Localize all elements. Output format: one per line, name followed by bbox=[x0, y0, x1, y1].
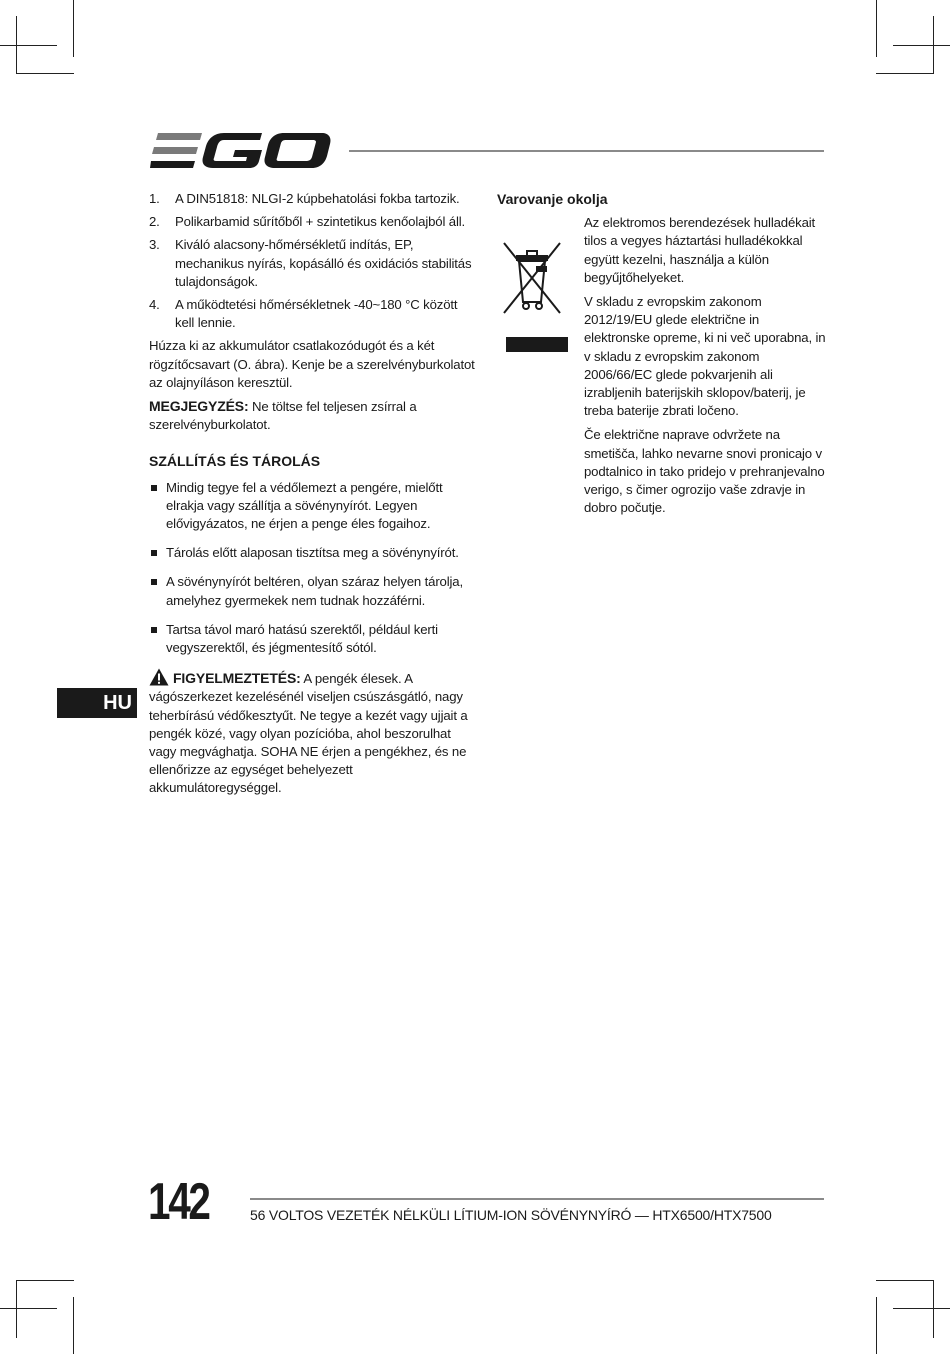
list-item: 2. Polikarbamid sűrítőből + szintetikus kenőolajból áll. bbox=[149, 214, 466, 230]
list-item: Tárolás előtt alaposan tisztítsa meg a sövénynyírót. bbox=[149, 544, 479, 562]
crop-mark bbox=[876, 1280, 934, 1281]
square-bullet-icon bbox=[151, 485, 157, 491]
list-item: Mindig tegye fel a védőlemezt a pengére, mielőtt elrakja vagy szállítja a sövénynyírót. Legyen elővigyázatos, ne érjen a penge éles fogaihoz. bbox=[149, 479, 479, 534]
page-number: 142 bbox=[148, 1173, 209, 1231]
environment-heading: Varovanje okolja bbox=[497, 191, 608, 207]
square-bullet-icon bbox=[151, 550, 157, 556]
environment-paragraph: Az elektromos berendezések hulladékait tilos a vegyes háztartási hulladékokkal együtt kezelni, használja a külön begyűjtőhelyeket. bbox=[584, 215, 816, 285]
crop-mark bbox=[16, 1280, 74, 1281]
weee-bar bbox=[506, 337, 568, 352]
crop-mark bbox=[16, 73, 74, 74]
crop-mark bbox=[16, 16, 17, 74]
crop-mark bbox=[893, 1308, 950, 1309]
left-column bbox=[149, 190, 479, 803]
list-item: 1. A DIN51818: NLGI-2 kúpbehatolási fokba tartozik. bbox=[149, 191, 460, 206]
storage-list bbox=[149, 479, 479, 658]
crossed-out-bin-icon bbox=[501, 240, 563, 316]
crop-mark bbox=[876, 0, 877, 57]
square-bullet-icon bbox=[151, 627, 157, 633]
section-heading: SZÁLLÍTÁS ÉS TÁROLÁS bbox=[149, 453, 321, 470]
right-column bbox=[497, 190, 827, 523]
crop-mark bbox=[933, 16, 934, 74]
environment-paragraph: V skladu z evropskim zakonom 2012/19/EU glede električne in elektronske opreme, ki ni več uporabna, in v skladu z evropskim zakonom 2006/66/EC glede pokvarjenih ali izrabljenih baterijskih sklopov/baterij, je treba baterije zbrati ločeno. bbox=[584, 294, 826, 419]
grease-spec-list bbox=[149, 190, 479, 332]
lubrication-instruction: Húzza ki az akkumulátor csatlakozódugót és a két rögzítőcsavart (O. ábra). Kenje be a szerelvényburkolatot az olajnyíláson keresztül. bbox=[149, 338, 475, 390]
header-rule bbox=[349, 150, 824, 152]
crop-mark bbox=[0, 45, 57, 46]
warning-text: A pengék élesek. A vágószerkezet kezelésénél viseljen csúszásgátló, nagy teherbírású védőkesztyűt. Ne tegye a kezét vagy ujjait a pengék közé, vagy olyan pozícióba, ahol beszorulhat vagy megvághatja. SOHA NE érjen a pengékhez, és ne ellenőrizze az egységet behelyezett akkumulátoregységgel. bbox=[149, 671, 468, 796]
footer-title: 56 VOLTOS VEZETÉK NÉLKÜLI LÍTIUM-ION SÖVÉNYNYÍRÓ — HTX6500/HTX7500 bbox=[250, 1207, 772, 1223]
environment-paragraph: Če električne naprave odvržete na smetišča, lahko nevarne snovi pronicajo v podtalnico in tako pridejo v prehranjevalno verigo, s čimer ogrozijo vaše zdravje in dobro počutje. bbox=[584, 427, 825, 516]
crop-mark bbox=[73, 0, 74, 57]
list-item: Tartsa távol maró hatású szerektől, például kerti vegyszerektől, és jégmentesítő sótól. bbox=[149, 621, 479, 657]
crop-mark bbox=[876, 1297, 877, 1354]
list-item: 3. Kiváló alacsony-hőmérsékletű indítás, EP, mechanikus nyírás, kopásálló és oxidációs stabilitás tulajdonságok. bbox=[149, 237, 472, 289]
crop-mark bbox=[73, 1297, 74, 1354]
note-label: MEGJEGYZÉS: bbox=[149, 398, 249, 415]
warning bbox=[149, 668, 479, 797]
crop-mark bbox=[0, 1308, 57, 1309]
list-item: A sövénynyírót beltéren, olyan száraz helyen tárolja, amelyhez gyermekek nem tudnak hozzáférni. bbox=[149, 573, 479, 609]
crop-mark bbox=[876, 73, 934, 74]
ego-logo bbox=[150, 130, 332, 172]
crop-mark bbox=[933, 1280, 934, 1338]
square-bullet-icon bbox=[151, 579, 157, 585]
warning-triangle-icon bbox=[149, 668, 169, 686]
warning-label: FIGYELMEZTETÉS: bbox=[173, 670, 301, 687]
footer-rule bbox=[250, 1198, 824, 1200]
environment-body bbox=[497, 214, 827, 517]
list-item: 4. A működtetési hőmérsékletnek -40~180 °C között kell lennie. bbox=[149, 297, 458, 331]
crop-mark bbox=[893, 45, 950, 46]
note-text: Ne töltse fel teljesen zsírral a szerelvényburkolatot. bbox=[149, 399, 417, 433]
language-tab: HU bbox=[57, 688, 137, 718]
crop-mark bbox=[16, 1280, 17, 1338]
note bbox=[149, 397, 479, 434]
